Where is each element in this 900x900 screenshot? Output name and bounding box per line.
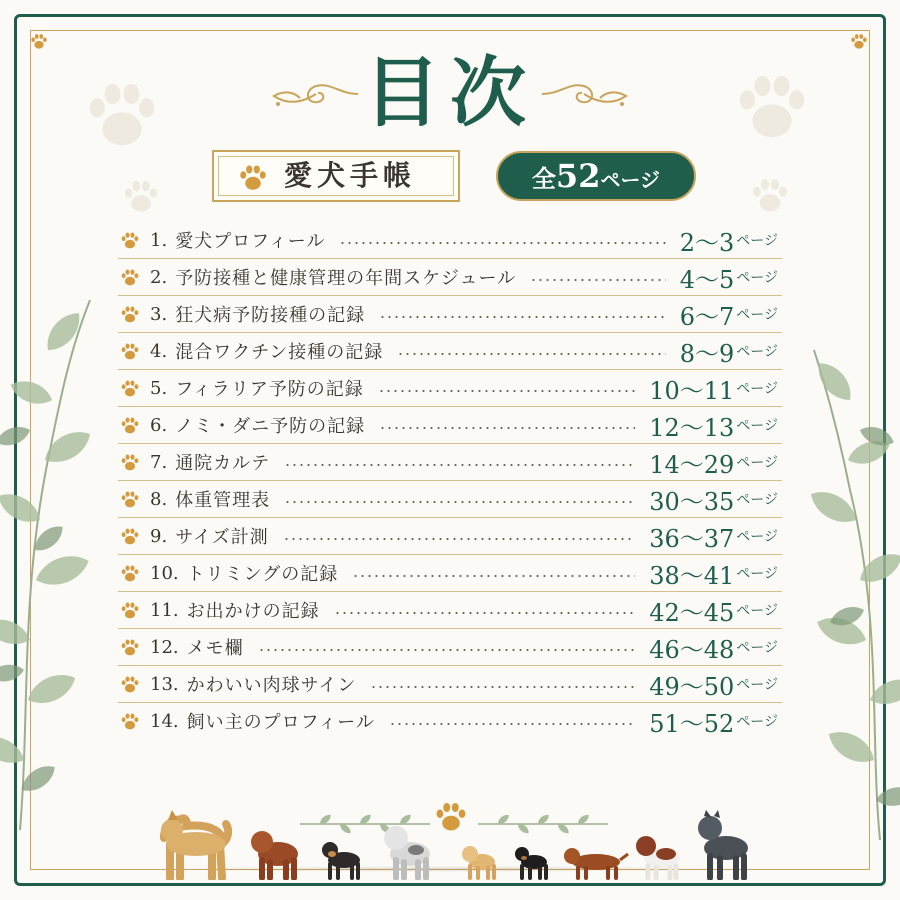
toc-row [118,370,782,407]
paw-icon [120,638,140,656]
toc-pages: 2～3 [679,228,735,257]
dog-illustration [512,842,552,880]
toc-page-unit: ページ [736,418,778,434]
toc-number: 13. [150,673,179,695]
leader-dots [530,279,666,281]
toc-pages: 49～50 [649,672,735,701]
toc-pages: 38～41 [649,561,735,590]
toc-label: メモ欄 [186,638,244,659]
paw-icon [120,675,140,693]
toc-number: 6. [150,414,168,436]
toc-label: ノミ・ダニ予防の記録 [175,416,366,437]
toc-number: 11. [150,599,179,621]
toc-page-unit: ページ [736,492,778,508]
paw-icon [238,162,268,192]
dog-illustration [318,836,366,880]
toc-row [118,555,782,592]
toc-number: 3. [150,303,168,325]
badge-suffix: ページ [600,168,661,192]
leader-dots [339,242,665,244]
toc-number: 10. [150,562,179,584]
subtitle-box [212,150,460,202]
paw-icon [120,305,140,323]
leader-dots [334,612,636,614]
paw-icon [120,416,140,434]
paw-icon [120,231,140,249]
dog-illustration [692,810,754,880]
toc-pages: 51～52 [649,709,735,738]
toc-pages: 36～37 [649,524,735,553]
paw-icon [120,601,140,619]
toc-pages: 30～35 [649,487,735,516]
dog-illustration [248,822,302,880]
toc-page-unit: ページ [736,529,778,545]
paw-icon [120,379,140,397]
leader-dots [283,538,635,540]
toc-number: 14. [150,710,179,732]
toc-label: かわいい肉球サイン [186,675,357,696]
toc-pages: 6～7 [679,302,735,331]
toc-row [118,222,782,259]
toc-number: 4. [150,340,168,362]
toc-number: 2. [150,266,168,288]
toc-row [118,481,782,518]
toc-page-unit: ページ [736,381,778,397]
toc-page-unit: ページ [736,307,778,323]
toc-number: 5. [150,377,168,399]
leader-dots [258,649,636,651]
toc-page-unit: ページ [736,455,778,471]
toc-page-unit: ページ [736,344,778,360]
leader-dots [379,316,666,318]
toc-pages: 12～13 [649,413,735,442]
right-flourish-icon [540,74,630,114]
toc-pages: 10～11 [649,376,735,405]
leader-dots [389,723,635,725]
left-leaves-icon [0,290,110,830]
right-leaves-icon [790,340,900,840]
toc-row [118,407,782,444]
toc-label: お出かけの記録 [186,601,320,622]
toc-row [118,703,782,739]
toc-number: 1. [150,229,168,251]
table-of-contents [118,222,782,739]
background-paw-icon [122,178,160,213]
leader-dots [370,686,635,688]
dog-illustration [150,808,232,880]
toc-page-unit: ページ [736,603,778,619]
paw-icon [120,712,140,730]
toc-label: サイズ計測 [175,527,269,548]
toc-pages: 14～29 [649,450,735,479]
toc-row [118,444,782,481]
toc-number: 12. [150,636,179,658]
toc-label: トリミングの記録 [186,564,339,585]
toc-label: 飼い主のプロフィール [186,712,375,733]
toc-row [118,629,782,666]
toc-page-unit: ページ [736,714,778,730]
toc-label: 通院カルテ [175,453,271,474]
background-paw-icon [750,176,790,213]
toc-label: 混合ワクチン接種の記録 [175,342,384,363]
toc-page-unit: ページ [736,270,778,286]
paw-icon [120,268,140,286]
dog-illustrations [140,790,760,880]
toc-label: 体重管理表 [175,490,271,511]
subtitle: 愛犬手帳 [284,159,417,192]
leader-dots [284,501,635,503]
toc-number: 9. [150,525,168,547]
leader-dots [284,464,635,466]
toc-row [118,259,782,296]
title-area [0,48,900,138]
toc-page-unit: ページ [736,233,778,249]
toc-pages: 46～48 [649,635,735,664]
toc-number: 7. [150,451,168,473]
paw-icon [120,342,140,360]
toc-row [118,518,782,555]
dog-illustration [632,830,686,880]
toc-row [118,296,782,333]
leader-dots [397,353,665,355]
leader-dots [378,390,635,392]
dog-illustration [460,840,500,880]
toc-pages: 4～5 [679,265,735,294]
toc-label: フィラリア予防の記録 [175,379,364,400]
toc-label: 愛犬プロフィール [175,231,326,252]
toc-page-unit: ページ [736,566,778,582]
dog-illustration [380,820,434,880]
toc-number: 8. [150,488,168,510]
paw-icon [120,564,140,582]
leader-dots [352,575,635,577]
total-pages-badge [496,151,696,201]
paw-icon [120,490,140,508]
paw-icon [120,453,140,471]
toc-row [118,666,782,703]
paw-icon [120,527,140,545]
toc-page-unit: ページ [736,640,778,656]
toc-label: 狂犬病予防接種の記録 [175,305,366,326]
badge-number: 52 [555,157,601,195]
toc-row [118,592,782,629]
toc-pages: 8～9 [679,339,735,368]
badge-prefix: 全 [531,164,556,193]
dog-illustration [560,840,630,880]
toc-pages: 42～45 [649,598,735,627]
toc-row [118,333,782,370]
page-title: 目次 [364,48,536,137]
toc-page-unit: ページ [736,677,778,693]
leader-dots [379,427,635,429]
toc-label: 予防接種と健康管理の年間スケジュール [175,268,517,289]
